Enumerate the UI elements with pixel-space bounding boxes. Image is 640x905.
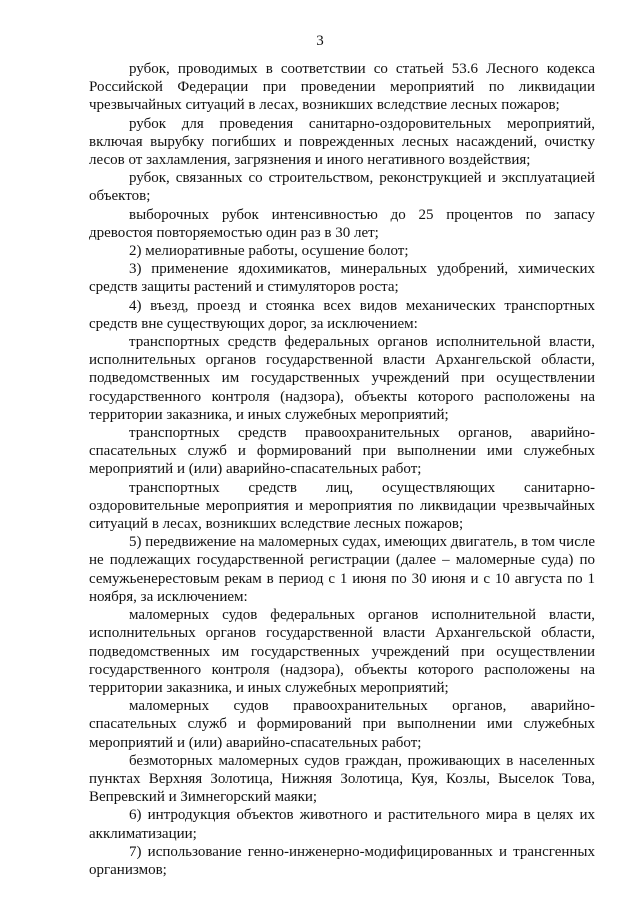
paragraph: транспортных средств правоохранительных органов, аварийно-спасательных служб и формирований при выполнении ими служебных мероприятий и (или) аварийно-спасательных работ; bbox=[89, 425, 595, 478]
page-number: 3 bbox=[316, 33, 324, 49]
paragraph: 4) въезд, проезд и стоянка всех видов механических транспортных средств вне существующих дорог, за исключением: bbox=[89, 297, 595, 332]
paragraph: маломерных судов правоохранительных органов, аварийно-спасательных служб и формирований при выполнении ими служебных мероприятий и (или) аварийно-спасательных работ; bbox=[89, 698, 595, 751]
paragraph: 7) использование генно-инженерно-модифицированных и трансгенных организмов; bbox=[89, 843, 595, 878]
paragraph: рубок для проведения санитарно-оздоровительных мероприятий, включая вырубку погибших и поврежденных лесных насаждений, очистку лесов от захламления, загрязнения и иного негативного воздействия; bbox=[89, 115, 595, 169]
paragraph: 6) интродукция объектов животного и растительного мира в целях их акклиматизации; bbox=[89, 807, 595, 842]
paragraph: 2) мелиоративные работы, осушение болот; bbox=[129, 243, 409, 260]
paragraph: рубок, связанных со строительством, реконструкцией и эксплуатацией объектов; bbox=[89, 170, 595, 205]
paragraph: рубок, проводимых в соответствии со статьей 53.6 Лесного кодекса Российской Федерации при проведении мероприятий по ликвидации чрезвычайных ситуаций в лесах, возникших вследствие лесных пожаров; bbox=[89, 61, 595, 114]
paragraph: транспортных средств федеральных органов исполнительной власти, исполнительных органов государственной власти Архангельской области, подведомственных им государственных учреждений при осуществлении государственного контроля (надзора), объекты которого расположены на территории заказника, и иных служебных мероприятий; bbox=[89, 334, 595, 423]
paragraph: 5) передвижение на маломерных судах, имеющих двигатель, в том числе не подлежащих государственной регистрации (далее – маломерные суда) по семужьенерестовым рекам в период с 1 июня по 30 июня и с 10 августа по 1 ноября, за исключением: bbox=[89, 534, 595, 605]
paragraph: маломерных судов федеральных органов исполнительной власти, исполнительных органов государственной власти Архангельской области, подведомственных им государственных учреждений при осуществлении государственного контроля (надзора), объекты которого расположены на территории заказника, и иных служебных мероприятий; bbox=[89, 607, 595, 696]
document-body bbox=[89, 60, 595, 879]
paragraph: 3) применение ядохимикатов, минеральных удобрений, химических средств защиты растений и стимуляторов роста; bbox=[89, 261, 595, 296]
paragraph: транспортных средств лиц, осуществляющих санитарно-оздоровительные мероприятия и мероприятия по ликвидации чрезвычайных ситуаций в лесах, возникших вследствие лесных пожаров; bbox=[89, 479, 595, 533]
paragraph: безмоторных маломерных судов граждан, проживающих в населенных пунктах Верхняя Золотица, Нижняя Золотица, Куя, Козлы, Выселок Това, Вепревский и Зимнегорский маяки; bbox=[89, 752, 595, 806]
paragraph: выборочных рубок интенсивностью до 25 процентов по запасу древостоя повторяемостью один раз в 30 лет; bbox=[89, 206, 595, 241]
